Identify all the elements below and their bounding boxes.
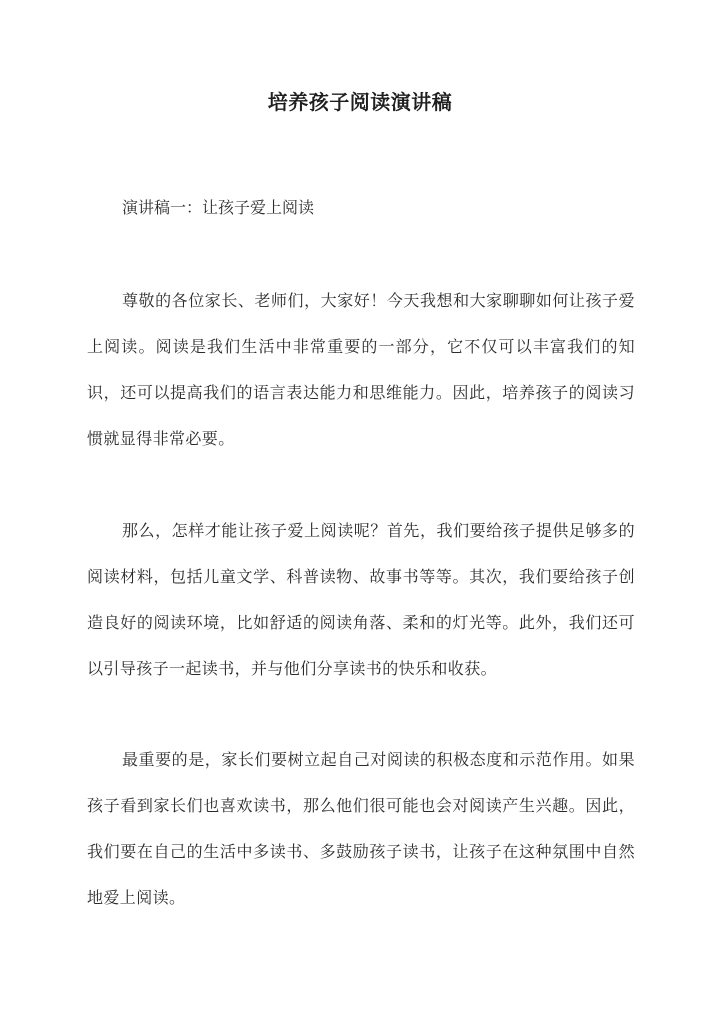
document-title: 培养孩子阅读演讲稿 [267, 90, 453, 114]
paragraph-3: 最重要的是，家长们要树立起自己对阅读的积极态度和示范作用。如果孩子看到家长们也喜欢读书，那么他们很可能也会对阅读产生兴趣。因此，我们要在自己的生活中多读书、多鼓励孩子读书，让孩子在这种氛围中自然地爱上阅读。 [87, 750, 635, 907]
speech-subtitle: 演讲稿一：让孩子爱上阅读 [122, 198, 315, 217]
paragraph-2: 那么，怎样才能让孩子爱上阅读呢？首先，我们要给孩子提供足够多的阅读材料，包括儿童文学、科普读物、故事书等等。其次，我们要给孩子创造良好的阅读环境，比如舒适的阅读角落、柔和的灯光等。此外，我们还可以引导孩子一起读书，并与他们分享读书的快乐和收获。 [87, 521, 635, 678]
paragraph-1: 尊敬的各位家长、老师们，大家好！今天我想和大家聊聊如何让孩子爱上阅读。阅读是我们生活中非常重要的一部分，它不仅可以丰富我们的知识，还可以提高我们的语言表达能力和思维能力。因此，培养孩子的阅读习惯就显得非常必要。 [87, 291, 635, 448]
